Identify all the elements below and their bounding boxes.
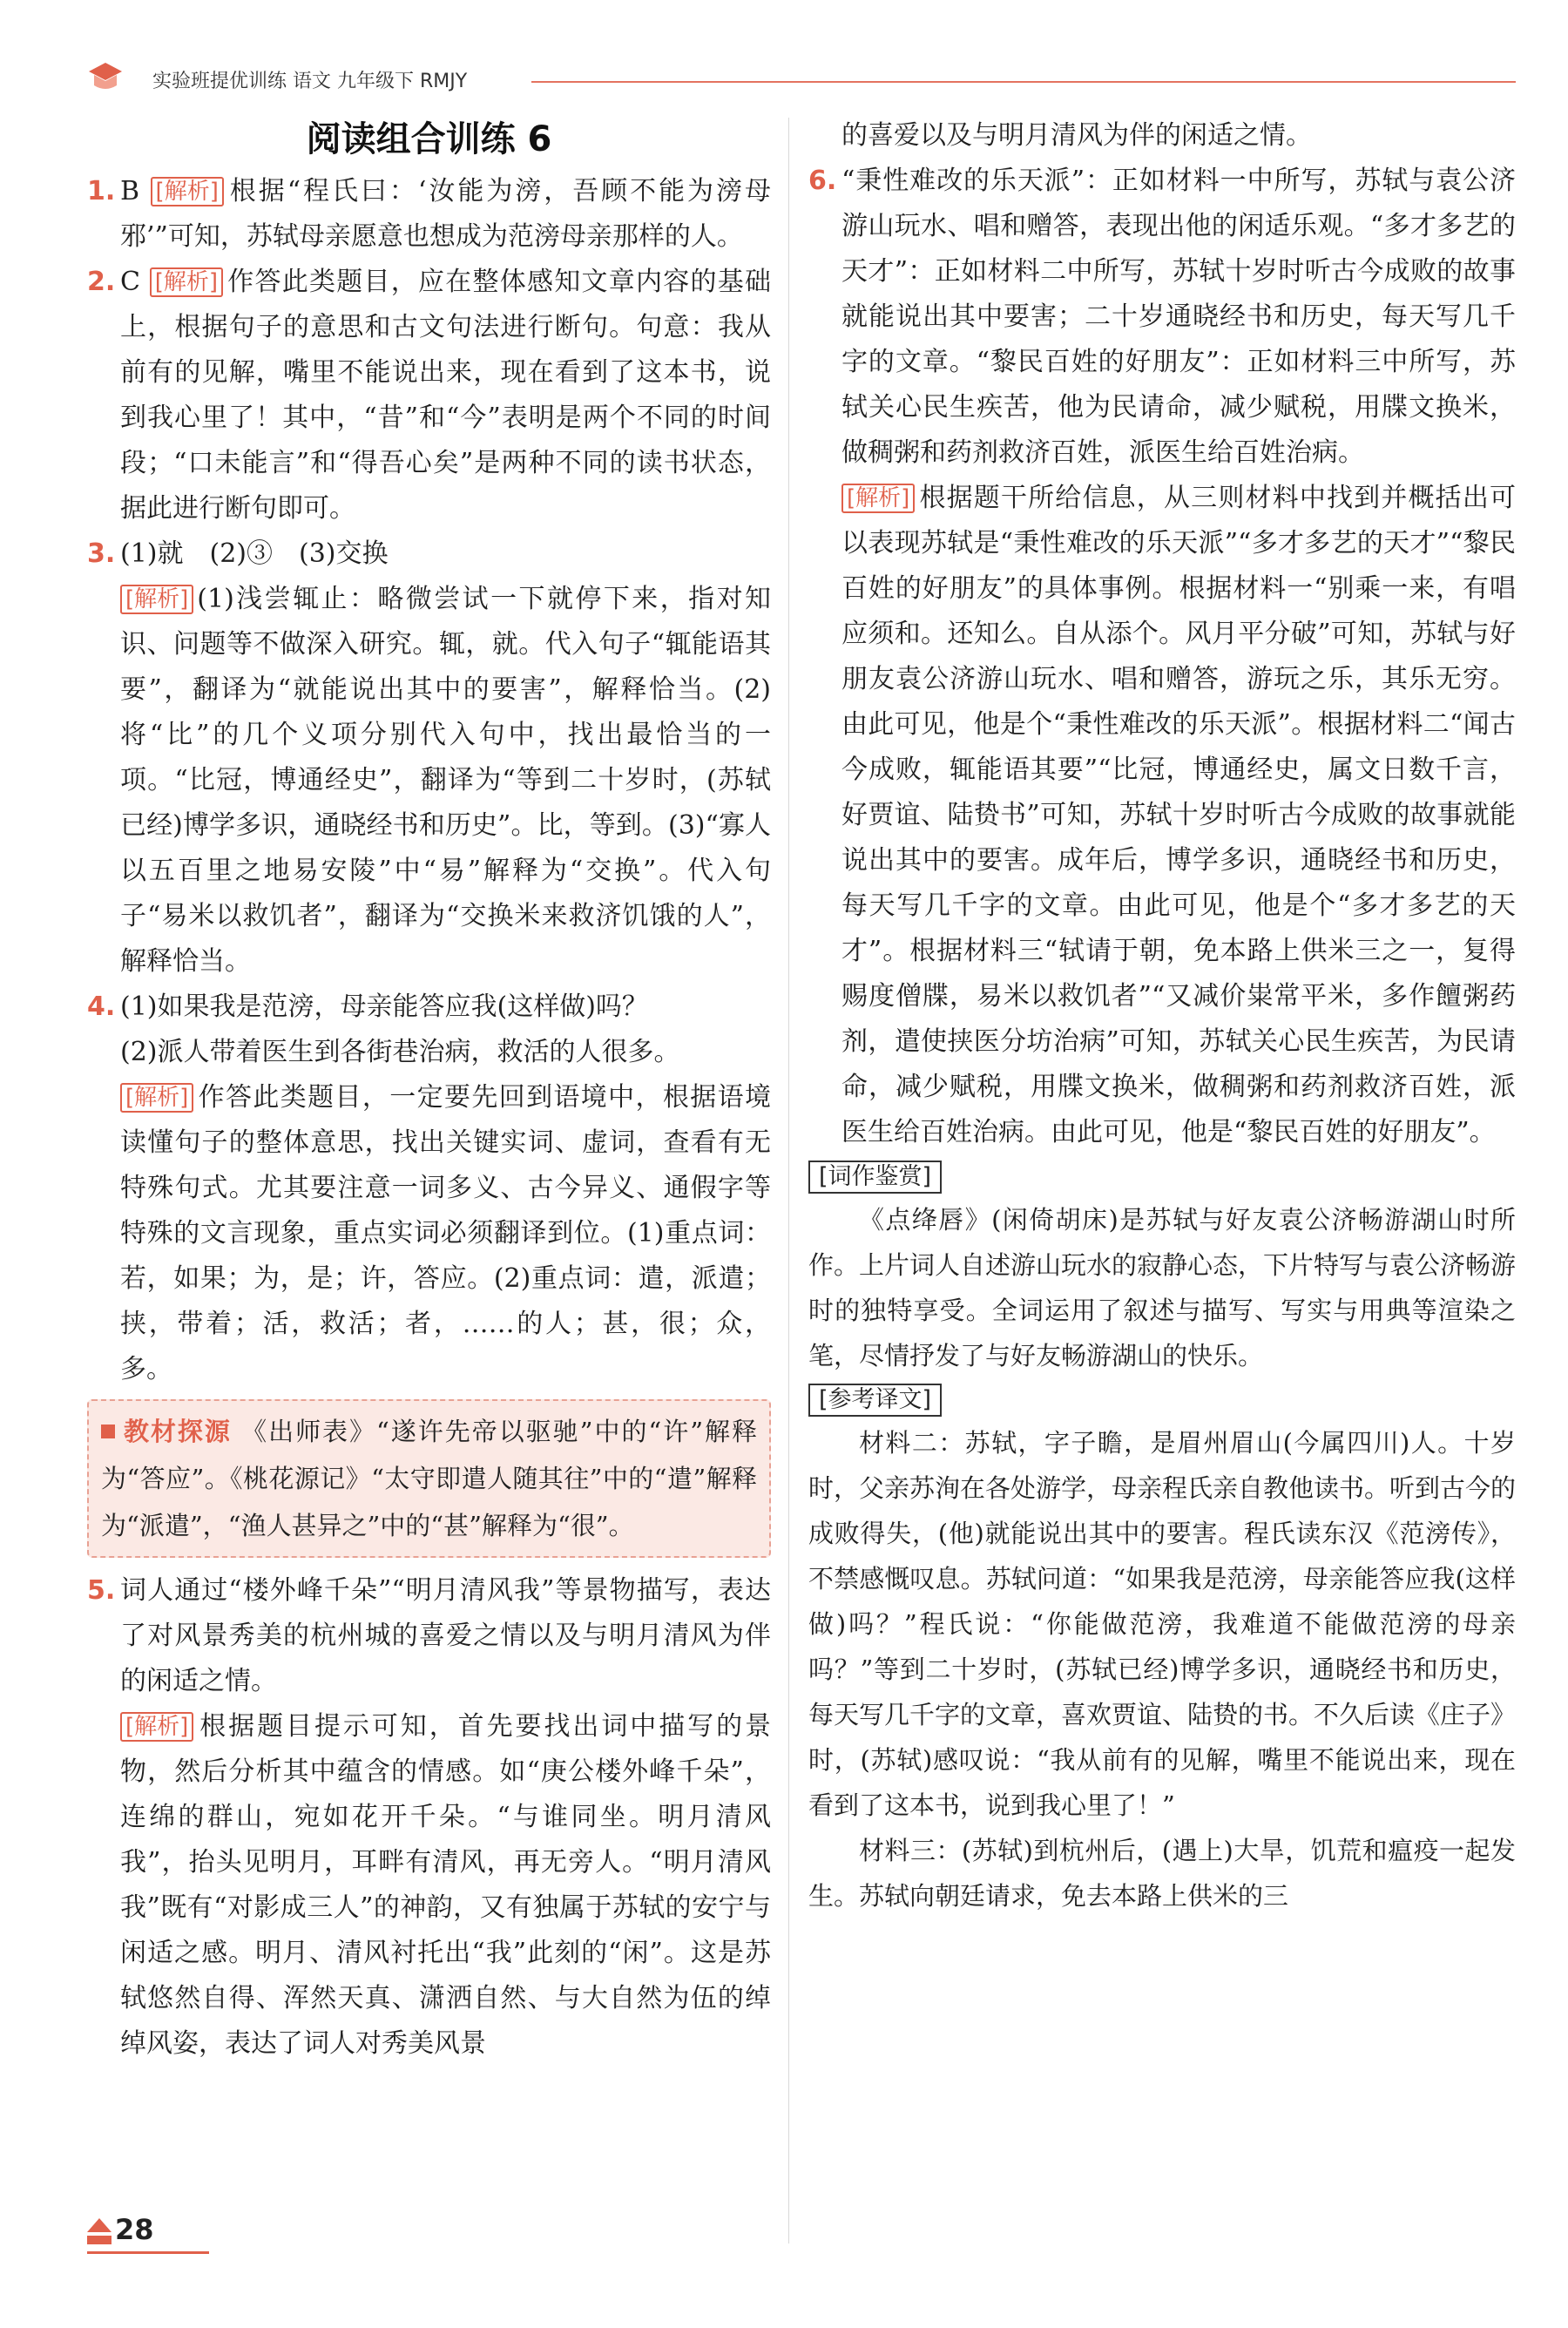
reference-translation [808, 1378, 1516, 1919]
question-5 [87, 1568, 771, 2067]
question-2 [87, 260, 771, 531]
analysis-text: 根据题目提示可知，首先要找出词中描写的景物，然后分析其中蕴含的情感。如“庚公楼外峰千朵”，连绵的群山，宛如花开千朵。“与谁同坐。明月清风我”，抬头见明月，耳畔有清风，再无旁人。“明月清风我”既有“对影成三人”的神韵，又有独属于苏轼的安宁与闲适之感。明月、清风衬托出“我”此刻的“闲”。这是苏轼悠然自得、浑然天真、潇洒自然、与大自然为伍的绰绰风姿，表达了词人对秀美风景 [120, 1711, 771, 2059]
question-number: 6. [808, 166, 837, 196]
textbook-source-label: 教材探源 [122, 1417, 232, 1446]
page-header [87, 61, 1516, 96]
page-number-text: 28 [115, 2213, 154, 2246]
appreciation-text: 《点绛唇》(闲倚胡床)是苏轼与好友袁公济畅游湖山时所作。上片词人自述游山玩水的寂静心态，下片特写与袁公济畅游时的独特享受。全词运用了叙述与描写、写实与用典等渲染之笔，尽情抒发了与好友畅游湖山的快乐。 [808, 1205, 1517, 1370]
column-divider [788, 118, 789, 2243]
header-rule [531, 81, 1516, 83]
answer: 词人通过“楼外峰千朵”“明月清风我”等景物描写，表达了对风景秀美的杭州城的喜爱之情以及与明月清风为伴的闲适之情。 [120, 1575, 771, 1696]
analysis-tag: [解析] [120, 1712, 193, 1742]
question-number: 5. [87, 1575, 116, 1606]
question-number: 2. [87, 267, 116, 297]
question-number: 1. [87, 176, 116, 206]
translation-paragraph-2: 材料三：(苏轼)到杭州后，(遇上)大旱，饥荒和瘟疫一起发生。苏轼向朝廷请求，免去本路上供米的三 [808, 1836, 1516, 1911]
question-1 [87, 169, 771, 260]
analysis-text: 作答此类题目，应在整体感知文章内容的基础上，根据句子的意思和古文句法进行断句。句意：我从前有的见解，嘴里不能说出来，现在看到了这本书，说到我心里了！其中，“昔”和“今”表明是两个不同的时间段；“口未能言”和“得吾心矣”是两种不同的读书状态，据此进行断句即可。 [120, 267, 772, 524]
page-title: 阅读组合训练 6 [306, 119, 552, 159]
answer-2: (2)派人带着医生到各街巷治病，救活的人很多。 [120, 1037, 680, 1067]
square-bullet-icon [101, 1425, 115, 1438]
analysis-text: 作答此类题目，一定要先回到语境中，根据语境读懂句子的整体意思，找出关键实词、虚词，查看有无特殊句式。尤其要注意一词多义、古今异义、通假字等特殊的文言现象，重点实词必须翻译到位。(1)重点词：若，如果；为，是；许，答应。(2)重点词：遣，派遣；挟，带着；活，救活；者，……的人；甚，很；众，多。 [120, 1082, 771, 1384]
question-5-continued: 的喜爱以及与明月清风为伴的闲适之情。 [841, 120, 1312, 151]
analysis-tag: [解析] [150, 267, 223, 297]
page-number [87, 2213, 154, 2251]
answer: C [120, 267, 140, 297]
analysis-text: 根据“程氏曰：‘汝能为滂，吾顾不能为滂母邪’”可知，苏轼母亲愿意也想成为范滂母亲那样的人。 [120, 176, 771, 252]
book-logo-icon [87, 61, 124, 94]
page-arrow-icon [87, 2218, 112, 2232]
translation-paragraph-1: 材料二：苏轼，字子瞻，是眉州眉山(今属四川)人。十岁时，父亲苏洵在各处游学，母亲程氏亲自教他读书。听到古今的成败得失，(他)就能说出其中的要害。程氏读东汉《范滂传》，不禁感慨叹息。苏轼问道：“如果我是范滂，母亲能答应我(这样做)吗？”程氏说：“你能做范滂，我难道不能做范滂的母亲吗？”等到二十岁时，(苏轼已经)博学多识，通晓经书和历史，每天写几千字的文章，喜欢贾谊、陆贽的书。不久后读《庄子》时，(苏轼)感叹说：“我从前有的见解，嘴里不能说出来，现在看到了这本书，说到我心里了！” [808, 1428, 1517, 1820]
analysis-tag: [解析] [841, 484, 915, 513]
analysis-text: (1)浅尝辄止：略微尝试一下就停下来，指对知识、问题等不做深入研究。辄，就。代入句子“辄能语其要”，翻译为“就能说出其中的要害”，解释恰当。(2)将“比”的几个义项分别代入句中，找出最恰当的一项。“比冠，博通经史”，翻译为“等到二十岁时，(苏轼已经)博学多识，通晓经书和历史”。比，等到。(3)“寡人以五百里之地易安陵”中“易”解释为“交换”。代入句子“易米以救饥者”，翻译为“交换米来救济饥饿的人”，解释恰当。 [120, 584, 771, 977]
analysis-tag: [解析] [120, 585, 193, 614]
header-text: 实验班提优训练 语文 九年级下 RMJY [152, 71, 468, 92]
left-column [87, 113, 771, 2067]
right-column [808, 113, 1516, 1919]
question-number: 4. [87, 991, 116, 1022]
translation-label: [参考译文] [808, 1384, 942, 1417]
question-number: 3. [87, 538, 116, 569]
appreciation-label: [词作鉴赏] [808, 1161, 942, 1194]
answer: (1)就 (2)③ (3)交换 [120, 538, 389, 569]
answer: “秉性难改的乐天派”：正如材料一中所写，苏轼与袁公济游山玩水、唱和赠答，表现出他的闲适乐观。“多才多艺的天才”：正如材料二中所写，苏轼十岁时听古今成败的故事就能说出其中要害；二十岁通晓经书和历史，每天写几千字的文章。“黎民百姓的好朋友”：正如材料三中所写，苏轼关心民生疾苦，他为民请命，减少赋税，用牒文换米，做稠粥和药剂救济百姓，派医生给百姓治病。 [841, 166, 1516, 468]
textbook-source-box [87, 1399, 771, 1558]
answer-1: (1)如果我是范滂，母亲能答应我(这样做)吗？ [120, 991, 648, 1022]
answer: B [120, 176, 140, 206]
question-3 [87, 531, 771, 985]
analysis-tag: [解析] [120, 1083, 193, 1113]
question-4 [87, 985, 771, 1392]
poem-appreciation [808, 1155, 1516, 1378]
analysis-tag: [解析] [151, 177, 224, 206]
textbook-source-text: 《出师表》“遂许先帝以驱驰”中的“许”解释为“答应”。《桃花源记》“太守即遣人随其往”中的“遣”解释为“派遣”，“渔人甚异之”中的“甚”解释为“很”。 [101, 1417, 757, 1540]
analysis-text: 根据题干所给信息，从三则材料中找到并概括出可以表现苏轼是“秉性难改的乐天派”“多才多艺的天才”“黎民百姓的好朋友”的具体事例。根据材料一“别乘一来，有唱应须和。还知么。自从添个。风月平分破”可知，苏轼与好朋友袁公济游山玩水、唱和赠答，游玩之乐，其乐无穷。由此可见，他是个“秉性难改的乐天派”。根据材料二“闻古今成败，辄能语其要”“比冠，博通经史，属文日数千言，好贾谊、陆贽书”可知，苏轼十岁时听古今成败的故事就能说出其中的要害。成年后，博学多识，通晓经书和历史，每天写几千字的文章。由此可见，他是个“多才多艺的天才”。根据材料三“轼请于朝，免本路上供米三之一，复得赐度僧牒，易米以救饥者”“又减价粜常平米，多作饘粥药剂，遣使挟医分坊治病”可知，苏轼关心民生疾苦，为民请命，减少赋税，用牒文换米，做稠粥和药剂救济百姓，派医生给百姓治病。由此可见，他是“黎民百姓的好朋友”。 [841, 483, 1516, 1147]
question-6 [808, 159, 1516, 1155]
